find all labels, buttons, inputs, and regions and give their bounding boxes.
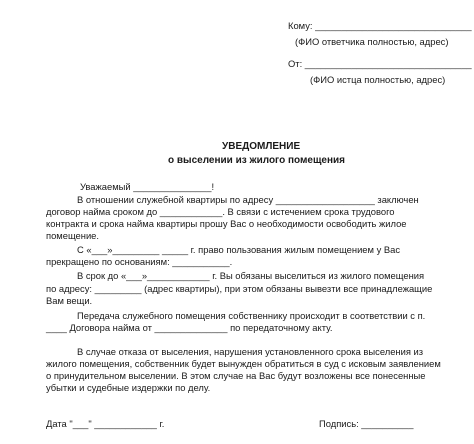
recipient-line: Кому: ______________________________	[288, 20, 472, 31]
paragraph-3-line-1: В срок до «___»____________ г. Вы обязаны выселиться из жилого помещения	[77, 270, 425, 281]
sender-hint: (ФИО истца полностью, адрес)	[310, 74, 446, 85]
paragraph-4-line-1: Передача служебного помещения собственнику происходит в соответствии с п.	[77, 310, 426, 321]
paragraph-2-line-1: С «___»_________ _____ г. право пользования жилым помещением у Вас	[77, 244, 401, 255]
date-field: Дата "___" ____________ г.	[46, 418, 165, 429]
greeting: Уважаемый _______________!	[80, 181, 215, 192]
paragraph-4-line-2: ____ Договора найма от ______________ по передаточному акту.	[46, 322, 333, 333]
paragraph-1-line-1: В отношении служебной квартиры по адресу ___________________ заключен	[77, 194, 419, 205]
paragraph-1-line-4: помещение.	[46, 230, 100, 241]
paragraph-5-line-1: В случае отказа от выселения, нарушения установленного срока выселения из	[77, 346, 424, 357]
document-subtitle: о выселении из жилого помещения	[168, 155, 345, 166]
paragraph-5-line-4: убытки и судебные издержки по делу.	[46, 382, 211, 393]
paragraph-1-line-3: контракта и срока найма квартиры прошу Вас о необходимости освободить жилое	[46, 218, 407, 229]
paragraph-1-line-2: договор найма сроком до ____________. В связи с истечением срока трудового	[46, 206, 395, 217]
paragraph-3-line-3: Вам вещи.	[46, 295, 93, 306]
paragraph-5-line-3: о принудительном выселении. В этом случае на Вас будут возложены все понесенные	[46, 370, 426, 381]
document-title: УВЕДОМЛЕНИЕ	[222, 141, 301, 152]
paragraph-3-line-2: по адресу: _________ (адрес квартиры), при этом обязаны вывезти все принадлежащие	[46, 283, 433, 294]
paragraph-2-line-2: прекращено по основаниям: ___________.	[46, 256, 233, 267]
paragraph-5-line-2: жилого помещения, собственник будет вынужден обратиться в суд с исковым заявлением	[46, 358, 441, 369]
recipient-hint: (ФИО ответчика полностью, адрес)	[295, 36, 449, 47]
sender-line: От: ________________________________	[288, 58, 472, 69]
signature-field: Подпись: __________	[319, 418, 414, 429]
